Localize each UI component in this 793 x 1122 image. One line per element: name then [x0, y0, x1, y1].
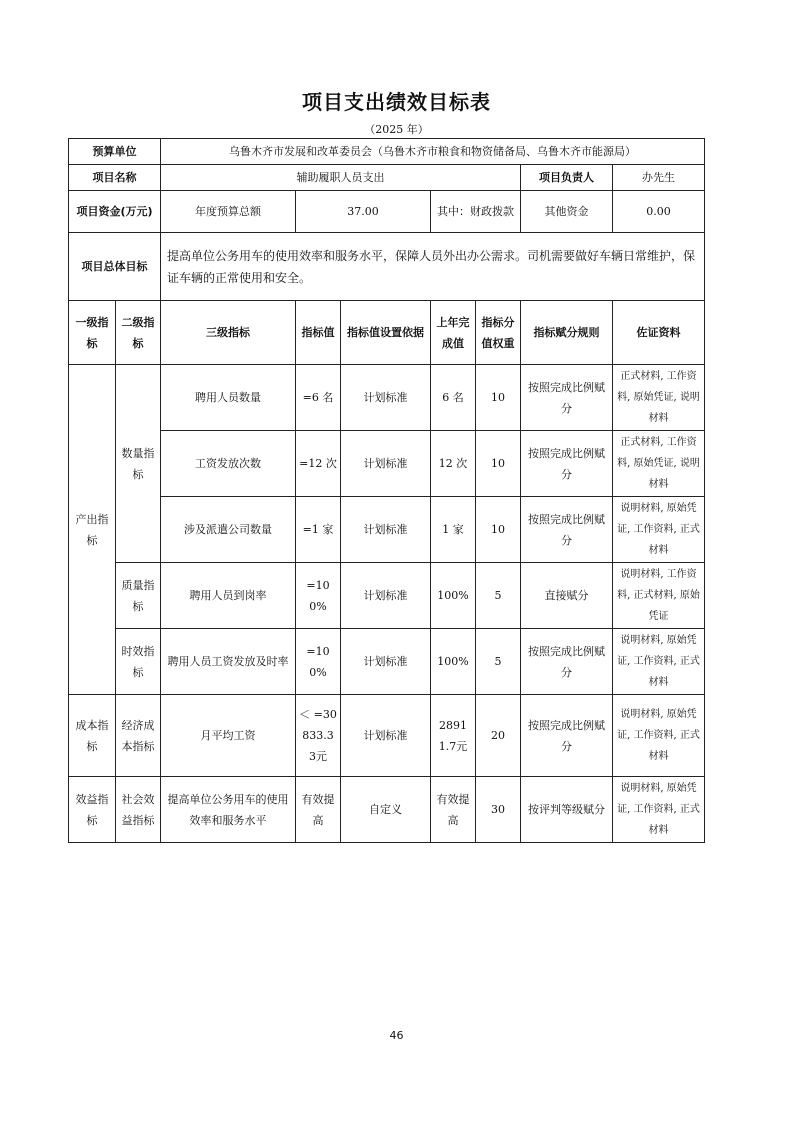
weight-cell: 30 — [476, 777, 521, 843]
last-year-cell: 12 次 — [431, 431, 476, 497]
level3-cell: 聘用人员数量 — [161, 365, 296, 431]
other-value: 0.00 — [613, 191, 705, 233]
weight-cell: 10 — [476, 365, 521, 431]
last-year-cell: 100% — [431, 563, 476, 629]
last-year-cell: 1 家 — [431, 497, 476, 563]
header-cell: 二级指标 — [116, 301, 161, 365]
value-cell: =12 次 — [296, 431, 341, 497]
annual-value: 37.00 — [296, 191, 431, 233]
header-cell: 三级指标 — [161, 301, 296, 365]
level3-cell: 提高单位公务用车的使用效率和服务水平 — [161, 777, 296, 843]
project-name-label: 项目名称 — [69, 165, 161, 191]
header-cell: 佐证资料 — [613, 301, 705, 365]
basis-cell: 计划标准 — [341, 497, 431, 563]
table-row — [69, 695, 705, 777]
other-label: 其他资金 — [521, 191, 613, 233]
value-cell: =6 名 — [296, 365, 341, 431]
last-year-cell: 6 名 — [431, 365, 476, 431]
weight-cell: 10 — [476, 431, 521, 497]
header-cell: 指标值设置依据 — [341, 301, 431, 365]
fund-row — [69, 191, 705, 233]
level2-cell: 质量指标 — [116, 563, 161, 629]
rule-cell: 按照完成比例赋分 — [521, 431, 613, 497]
table-row — [69, 497, 705, 563]
rule-cell: 按照完成比例赋分 — [521, 365, 613, 431]
weight-cell: 10 — [476, 497, 521, 563]
level1-cell: 成本指标 — [69, 695, 116, 777]
header-cell: 指标赋分规则 — [521, 301, 613, 365]
fund-label: 项目资金(万元) — [69, 191, 161, 233]
evidence-cell: 说明材料, 原始凭证, 工作资料, 正式材料 — [613, 497, 705, 563]
table-row — [69, 777, 705, 843]
level3-cell: 聘用人员到岗率 — [161, 563, 296, 629]
basis-cell: 计划标准 — [341, 629, 431, 695]
fiscal-label: 其中：财政拨款 — [431, 191, 521, 233]
basis-cell: 计划标准 — [341, 695, 431, 777]
value-cell: =1 家 — [296, 497, 341, 563]
weight-cell: 20 — [476, 695, 521, 777]
level2-cell: 社会效益指标 — [116, 777, 161, 843]
leader-value: 办先生 — [613, 165, 705, 191]
header-cell: 上年完成值 — [431, 301, 476, 365]
basis-cell: 计划标准 — [341, 365, 431, 431]
weight-cell: 5 — [476, 563, 521, 629]
basis-cell: 计划标准 — [341, 563, 431, 629]
level2-cell: 经济成本指标 — [116, 695, 161, 777]
project-name-value: 辅助履职人员支出 — [161, 165, 521, 191]
last-year-cell: 100% — [431, 629, 476, 695]
level2-cell: 时效指标 — [116, 629, 161, 695]
header-cell: 指标值 — [296, 301, 341, 365]
basis-cell: 计划标准 — [341, 431, 431, 497]
level3-cell: 涉及派遣公司数量 — [161, 497, 296, 563]
value-cell: =100% — [296, 563, 341, 629]
level3-cell: 月平均工资 — [161, 695, 296, 777]
evidence-cell: 说明材料, 原始凭证, 工作资料, 正式材料 — [613, 629, 705, 695]
header-row — [69, 301, 705, 365]
level1-cell: 产出指标 — [69, 365, 116, 695]
header-cell: 一级指标 — [69, 301, 116, 365]
rule-cell: 按评判等级赋分 — [521, 777, 613, 843]
table-row — [69, 431, 705, 497]
year-label: （2025 年） — [364, 123, 429, 136]
budget-unit-label: 预算单位 — [69, 139, 161, 165]
value-cell: =100% — [296, 629, 341, 695]
level2-cell: 数量指标 — [116, 365, 161, 563]
page-number: 46 — [389, 1029, 404, 1042]
level3-cell: 聘用人员工资发放及时率 — [161, 629, 296, 695]
last-year-cell: 有效提高 — [431, 777, 476, 843]
table-row — [69, 365, 705, 431]
rule-cell: 按照完成比例赋分 — [521, 695, 613, 777]
last-year-cell: 28911.7元 — [431, 695, 476, 777]
goal-row — [69, 233, 705, 301]
leader-label: 项目负责人 — [521, 165, 613, 191]
value-cell: ＜ =30833.33元 — [296, 695, 341, 777]
goal-label: 项目总体目标 — [69, 233, 161, 301]
page-title: 项目支出绩效目标表 — [302, 90, 491, 114]
level3-cell: 工资发放次数 — [161, 431, 296, 497]
budget-unit-row — [69, 139, 705, 165]
goal-value: 提高单位公务用车的使用效率和服务水平，保障人员外出办公需求。司机需要做好车辆日常维护，保证车辆的正常使用和安全。 — [161, 233, 705, 301]
value-cell: 有效提高 — [296, 777, 341, 843]
rule-cell: 直接赋分 — [521, 563, 613, 629]
weight-cell: 5 — [476, 629, 521, 695]
table-row — [69, 563, 705, 629]
evidence-cell: 说明材料, 原始凭证, 工作资料, 正式材料 — [613, 777, 705, 843]
evidence-cell: 说明材料, 工作资料, 正式材料, 原始凭证 — [613, 563, 705, 629]
table-row — [69, 629, 705, 695]
level1-cell: 效益指标 — [69, 777, 116, 843]
budget-unit-value: 乌鲁木齐市发展和改革委员会（乌鲁木齐市粮食和物资储备局、乌鲁木齐市能源局） — [161, 139, 705, 165]
performance-table — [68, 138, 705, 843]
evidence-cell: 正式材料, 工作资料, 原始凭证, 说明材料 — [613, 365, 705, 431]
project-name-row — [69, 165, 705, 191]
evidence-cell: 说明材料, 原始凭证, 工作资料, 正式材料 — [613, 695, 705, 777]
rule-cell: 按照完成比例赋分 — [521, 629, 613, 695]
header-cell: 指标分值权重 — [476, 301, 521, 365]
rule-cell: 按照完成比例赋分 — [521, 497, 613, 563]
basis-cell: 自定义 — [341, 777, 431, 843]
evidence-cell: 正式材料, 工作资料, 原始凭证, 说明材料 — [613, 431, 705, 497]
annual-label: 年度预算总额 — [161, 191, 296, 233]
